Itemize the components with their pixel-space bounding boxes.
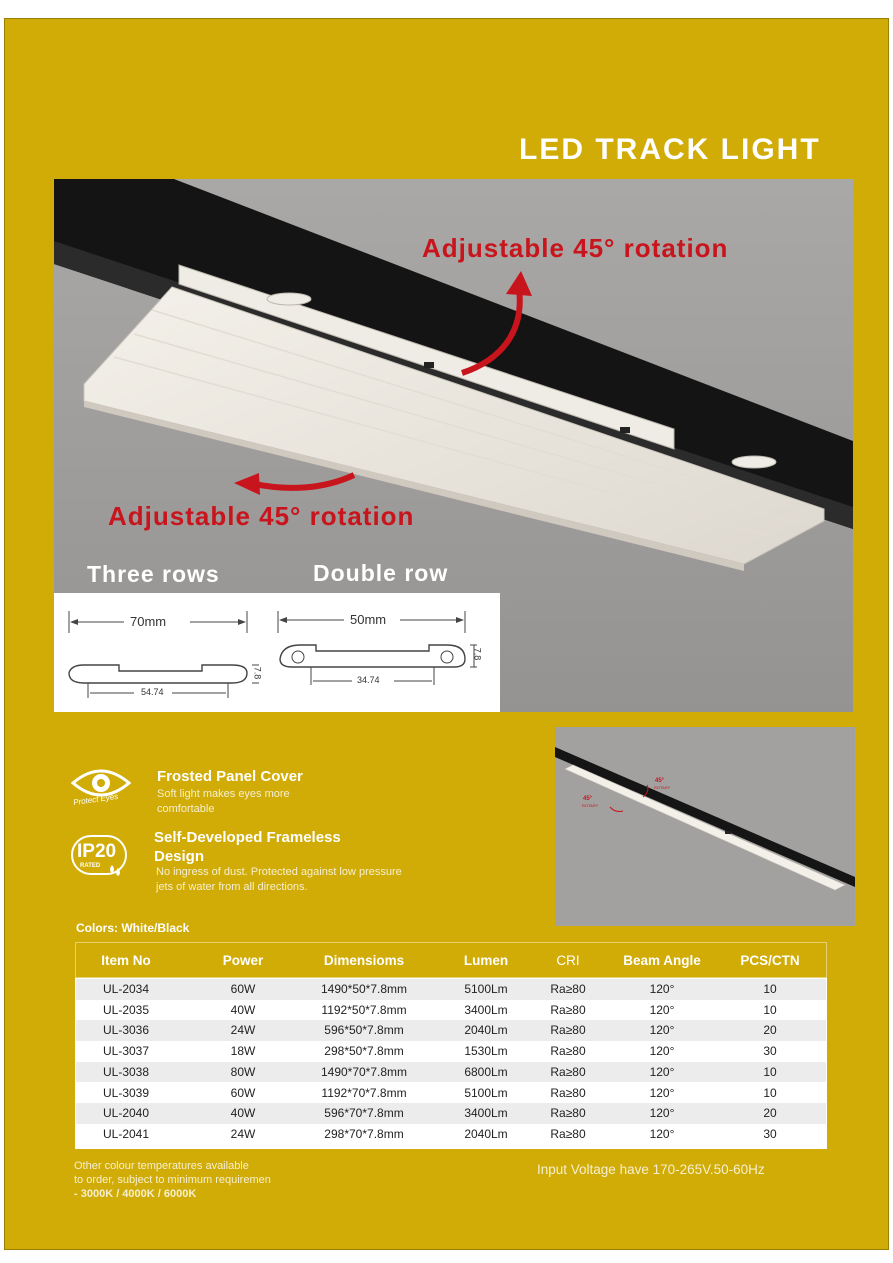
thumb-angle-top: 45° [655,778,665,784]
cell-cri: Ra≥80 [550,1106,586,1121]
footer-note-line3: - 3000K / 4000K / 6000K [74,1188,197,1200]
ip20-badge-sub: RATED [80,863,101,869]
feature-text-frosted: Soft light makes eyes more comfortable [157,788,290,815]
install-thumbnail-photo [555,727,855,926]
thumb-angle-bottom: 45° [583,796,593,802]
page-title: LED TRACK LIGHT [519,133,821,166]
cell-dimensions: 596*70*7.8mm [324,1106,404,1121]
page-panel [4,18,889,1250]
profile-cross-section-diagram [54,593,500,712]
cell-dimensions: 596*50*7.8mm [324,1023,404,1038]
cell-beam-angle: 120° [649,1023,675,1038]
double-row-inner-label: 34.74 [357,675,380,685]
table-row [76,1103,826,1124]
colors-note: Colors: White/Black [76,921,190,935]
col-power: Power [222,953,264,968]
cell-cri: Ra≥80 [550,1085,586,1100]
cell-dimensions: 1192*50*7.8mm [321,1002,407,1017]
footer-note-line1: Other colour temperatures available [74,1160,249,1172]
cell-dimensions: 298*70*7.8mm [324,1126,404,1141]
cell-lumen: 3400Lm [464,1002,508,1017]
cell-cri: Ra≥80 [550,1023,586,1038]
cell-pcs-ctn: 10 [763,982,777,996]
cell-power: 80W [230,1064,256,1079]
cell-dimensions: 298*50*7.8mm [324,1044,404,1059]
double-row-height-label: 7.8 [472,647,483,661]
cell-cri: Ra≥80 [550,1044,586,1059]
table-row [76,1062,826,1083]
cell-beam-angle: 120° [649,1002,675,1017]
cell-beam-angle: 120° [649,1044,675,1059]
cell-lumen: 5100Lm [464,982,508,996]
double-row-width-label: 50mm [350,612,387,627]
cell-pcs-ctn: 30 [763,1126,777,1141]
water-drop-icon [108,864,122,878]
cell-item-no: UL-3037 [102,1044,150,1059]
cell-dimensions: 1192*70*7.8mm [321,1085,407,1100]
col-lumen: Lumen [463,953,509,968]
cell-beam-angle: 120° [649,1106,675,1121]
col-beam-angle: Beam Angle [623,953,701,968]
cell-item-no: UL-2041 [102,1126,150,1141]
cell-power: 60W [230,982,256,996]
cell-dimensions: 1490*70*7.8mm [320,1064,408,1079]
table-row [76,1000,826,1021]
cell-pcs-ctn: 20 [763,1023,777,1038]
table-row [76,979,826,1000]
table-row [76,1083,826,1104]
three-rows-width-label: 70mm [130,614,167,629]
col-pcs-ctn: PCS/CTN [740,953,800,968]
cell-cri: Ra≥80 [550,1064,586,1079]
three-rows-label: Three rows [87,561,220,587]
cell-lumen: 6800Lm [464,1064,508,1079]
cell-power: 60W [230,1085,256,1100]
feature-text-frameless: No ingress of dust. Protected against low pressure jets of water from all directions. [156,866,402,893]
cell-beam-angle: 120° [649,982,675,996]
cell-dimensions: 1490*50*7.8mm [320,982,408,996]
table-row [76,1041,826,1062]
spec-table [75,942,827,1149]
profile-diagram-box [54,593,500,712]
col-cri: CRI [556,953,580,968]
cell-power: 24W [230,1023,256,1038]
double-row-label: Double row [313,560,449,586]
three-rows-inner-label: 54.74 [141,687,164,697]
cell-item-no: UL-2034 [102,982,150,996]
protect-eyes-badge: Protect Eyes [72,791,119,808]
cell-lumen: 2040Lm [464,1023,508,1038]
cell-lumen: 5100Lm [464,1085,508,1100]
cell-pcs-ctn: 10 [763,1085,777,1100]
rotation-label-top: Adjustable 45° rotation [422,233,729,263]
cell-cri: Ra≥80 [550,1126,586,1141]
table-row [76,1124,826,1145]
cell-item-no: UL-2040 [102,1106,150,1121]
cell-beam-angle: 120° [649,1085,675,1100]
cell-pcs-ctn: 10 [763,1064,777,1079]
cell-pcs-ctn: 30 [763,1044,777,1059]
cell-power: 40W [230,1002,256,1017]
cell-beam-angle: 120° [649,1126,675,1141]
input-voltage-note: Input Voltage have 170-265V.50-60Hz [537,1162,765,1177]
cell-item-no: UL-2035 [102,1002,150,1017]
footer-note-line2: to order, subject to minimum requiremen [74,1174,271,1186]
cell-lumen: 2040Lm [464,1126,508,1141]
footer-note [74,1159,271,1201]
hero-product-photo [54,179,853,712]
thumbnail-illustration [555,727,855,926]
cell-pcs-ctn: 20 [763,1106,777,1121]
table-header-row [75,942,827,978]
col-item-no: Item No [101,953,151,968]
ip20-badge: IP20 [77,841,117,862]
feature-title-frosted: Frosted Panel Cover [157,768,303,785]
cell-lumen: 3400Lm [464,1106,508,1121]
cell-item-no: UL-3038 [102,1064,150,1079]
cell-cri: Ra≥80 [550,1002,586,1017]
cell-pcs-ctn: 10 [763,1002,777,1017]
thumb-angle-bottom-sub: ROTARY [582,803,599,808]
cell-beam-angle: 120° [649,1064,675,1079]
rotation-label-bottom: Adjustable 45° rotation [108,501,415,531]
table-row [76,1020,826,1041]
col-dimensions: Dimensioms [323,953,405,968]
thumb-angle-top-sub: ROTARY [654,785,671,790]
cell-power: 40W [230,1106,256,1121]
feature-title-frameless: Self-Developed Frameless Design [154,829,341,865]
three-rows-height-label: 7.8 [252,666,263,680]
cell-item-no: UL-3036 [102,1023,150,1038]
cell-cri: Ra≥80 [550,982,586,996]
cell-item-no: UL-3039 [102,1085,150,1100]
cell-lumen: 1530Lm [464,1044,508,1059]
cell-power: 24W [230,1126,256,1141]
cell-power: 18W [230,1044,256,1059]
